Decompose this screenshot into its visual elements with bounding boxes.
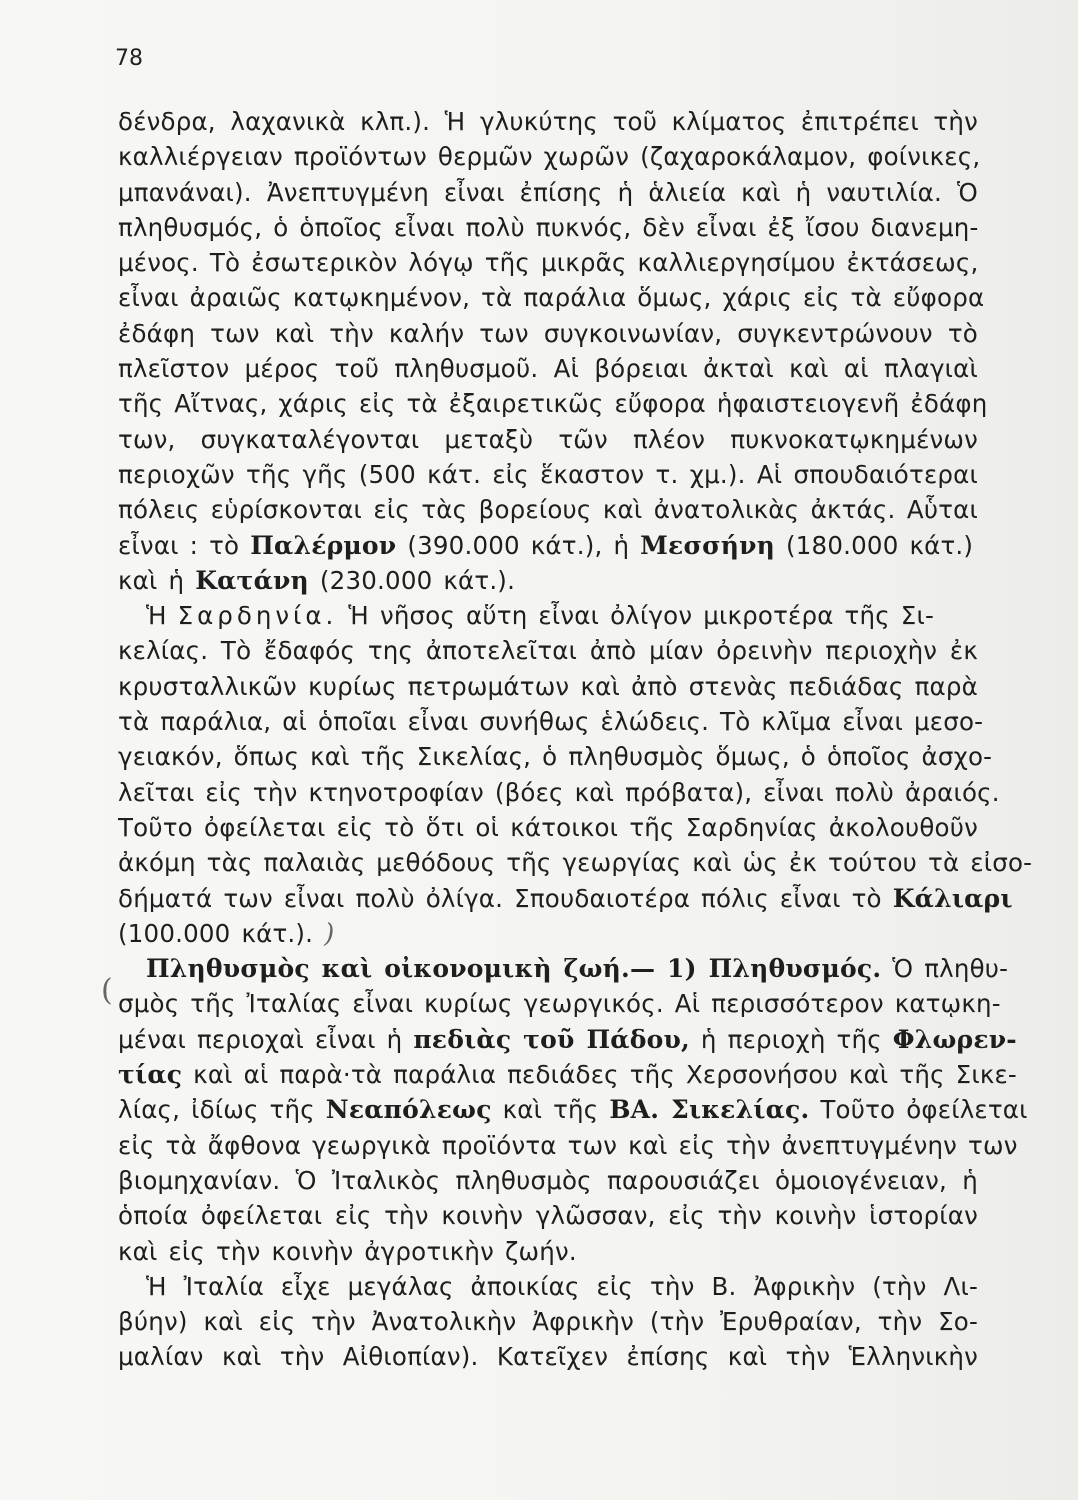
text-line: καλλιέργειαν προϊόντων θερμῶν χωρῶν (ζαχαροκάλαμον, φοίνικες, xyxy=(118,142,981,172)
city-catania: Κατάνη xyxy=(195,565,309,595)
text-line: σμὸς τῆς Ἰταλίας εἶναι κυρίως γεωργικός. Αἱ περισσότερον κατῳκη- xyxy=(118,989,1001,1019)
text-fragment: (100.000 κάτ.). xyxy=(118,918,314,948)
region-po-valley: πεδιὰς τοῦ Πάδου, xyxy=(413,1024,690,1054)
text-line: δένδρα, λαχανικὰ κλπ.). Ἡ γλυκύτης τοῦ κλίματος ἐπιτρέπει τὴν xyxy=(118,107,978,136)
text-line: καὶ εἰς τὴν κοινὴν ἀγροτικὴν ζωήν. xyxy=(118,1236,577,1266)
handwritten-mark: ) xyxy=(324,918,335,949)
text-line-catania xyxy=(118,563,978,598)
text-line-naples xyxy=(118,1092,1028,1127)
handwritten-parenthesis: ( xyxy=(101,973,113,1008)
text-fragment: (230.000 κάτ.). xyxy=(308,565,516,595)
text-line: ἀκόμη τὰς παλαιὰς μεθόδους τῆς γεωργίας καὶ ὡς ἐκ τούτου τὰ εἰσο- xyxy=(118,848,1033,878)
text-fragment: Τοῦτο ὀφείλεται xyxy=(809,1095,1028,1125)
text-line: πλεῖστον μέρος τοῦ πληθυσμοῦ. Αἱ βόρειαι ἀκταὶ καὶ αἱ πλαγιαὶ xyxy=(118,354,978,384)
text-line: μπανάναι). Ἀνεπτυγμένη εἶναι ἐπίσης ἡ ἁλιεία καὶ ἡ ναυτιλία. Ὁ xyxy=(118,177,978,207)
text-line: λεῖται εἰς τὴν κτηνοτροφίαν (βόες καὶ πρόβατα), εἶναι πολὺ ἀραιός. xyxy=(118,777,1000,807)
text-fragment: δήματά των εἶναι πολὺ ὀλίγα. Σπουδαιοτέρα πόλις εἶναι τὸ xyxy=(118,883,893,913)
region-florence-end: τίας xyxy=(118,1060,183,1090)
text-line: βύην) καὶ εἰς τὴν Ἀνατολικὴν Ἀφρικὴν (τὴν Ἐρυθραίαν, τὴν Σο- xyxy=(118,1307,978,1337)
text-fragment: καὶ ἡ xyxy=(118,565,196,595)
population-heading: Πληθυσμὸς καὶ οἰκονομικὴ ζωή.— 1) Πληθυσμός. xyxy=(146,954,882,984)
text-line: τὰ παράλια, αἱ ὁποῖαι εἶναι συνήθως ἑλώδεις. Τὸ κλῖμα εἶναι μεσο- xyxy=(118,707,984,737)
text-line: εἶναι ἀραιῶς κατῳκημένον, τὰ παράλια ὅμως, χάρις εἰς τὰ εὔφορα xyxy=(118,283,985,313)
text-line: πόλεις εὑρίσκονται εἰς τὰς βορείους καὶ ἀνατολικὰς ἀκτάς. Αὗται xyxy=(118,495,978,525)
text-line: πληθυσμός, ὁ ὁποῖος εἶναι πολὺ πυκνός, δὲν εἶναι ἐξ ἴσου διανεμη- xyxy=(118,212,979,242)
region-ne-sicily: ΒΑ. Σικελίας. xyxy=(609,1095,810,1125)
text-fragment: λίας, ἰδίως τῆς xyxy=(118,1095,326,1125)
text-fragment: (180.000 κάτ.) xyxy=(775,530,974,560)
text-line-florence-end xyxy=(118,1057,1017,1092)
text-line: εἰς τὰ ἄφθονα γεωργικὰ προϊόντα των καὶ εἰς τὴν ἀνεπτυγμένην των xyxy=(118,1130,1018,1160)
text-line: μαλίαν καὶ τὴν Αἰθιοπίαν). Κατεῖχεν ἐπίσης καὶ τὴν Ἑλληνικὴν xyxy=(118,1342,978,1372)
text-line: βιομηχανίαν. Ὁ Ἰταλικὸς πληθυσμὸς παρουσιάζει ὁμοιογένειαν, ἡ xyxy=(118,1165,978,1195)
city-cagliari: Κάλιαρι xyxy=(892,883,1013,913)
text-line: κελίας. Τὸ ἔδαφός της ἀποτελεῖται ἀπὸ μίαν ὀρεινὴν περιοχὴν ἐκ xyxy=(118,636,978,666)
body-text xyxy=(118,104,1033,1375)
text-fragment: εἶναι : τὸ xyxy=(118,530,251,560)
text-fragment: Ἡ xyxy=(146,601,178,631)
text-fragment: Ὁ πληθυ- xyxy=(881,954,1009,984)
text-line: γειακόν, ὅπως καὶ τῆς Σικελίας, ὁ πληθυσμὸς ὅμως, ὁ ὁποῖος ἀσχο- xyxy=(118,742,993,772)
section-heading-sardinia xyxy=(118,598,978,633)
text-line: Τοῦτο ὀφείλεται εἰς τὸ ὅτι οἱ κάτοικοι τῆς Σαρδηνίας ἀκολουθοῦν xyxy=(118,812,978,842)
text-line-po-valley xyxy=(118,1022,1017,1057)
text-fragment: ἡ περιοχὴ τῆς xyxy=(689,1024,893,1054)
text-line: τῆς Αἴτνας, χάρις εἰς τὰ ἐξαιρετικῶς εὔφορα ἡφαιστειογενῆ ἐδάφη xyxy=(118,389,988,419)
text-line: των, συγκαταλέγονται μεταξὺ τῶν πλέον πυκνοκατῳκημένων xyxy=(118,424,978,454)
text-line-cagliari xyxy=(118,881,1013,916)
text-fragment: καὶ τῆς xyxy=(491,1095,610,1125)
text-line: ὁποία ὀφείλεται εἰς τὴν κοινὴν γλῶσσαν, εἰς τὴν κοινὴν ἱστορίαν xyxy=(118,1201,978,1231)
city-palermo: Παλέρμον xyxy=(250,530,397,560)
text-line-cagliari-pop xyxy=(118,916,978,951)
region-naples: Νεαπόλεως xyxy=(325,1095,492,1125)
page-number: 78 xyxy=(115,46,143,71)
text-line: περιοχῶν τῆς γῆς (500 κάτ. εἰς ἕκαστον τ. χμ.). Αἱ σπουδαιότεραι xyxy=(118,459,978,489)
text-fragment: καὶ αἱ παρὰ·τὰ παράλια πεδιάδες τῆς Χερσονήσου καὶ τῆς Σικε- xyxy=(182,1060,1017,1090)
text-fragment: μέναι περιοχαὶ εἶναι ἡ xyxy=(118,1024,414,1054)
section-heading-population xyxy=(118,951,1009,986)
text-fragment: Ἡ νῆσος αὕτη εἶναι ὀλίγον μικροτέρα τῆς Σι- xyxy=(337,601,935,631)
region-florence: Φλωρεν- xyxy=(892,1024,1017,1054)
text-line: μένος. Τὸ ἐσωτερικὸν λόγῳ τῆς μικρᾶς καλλιεργησίμου ἐκτάσεως, xyxy=(118,248,979,278)
city-messina: Μεσσήνη xyxy=(640,530,776,560)
text-line: Ἡ Ἰταλία εἶχε μεγάλας ἀποικίας εἰς τὴν Β. Ἀφρικὴν (τὴν Λι- xyxy=(146,1271,978,1301)
text-line-cities xyxy=(118,528,978,563)
text-fragment: (390.000 κάτ.), ἡ xyxy=(396,530,641,560)
text-line: κρυσταλλικῶν κυρίως πετρωμάτων καὶ ἀπὸ στενὰς πεδιάδας παρὰ xyxy=(118,671,978,701)
text-line: ἐδάφη των καὶ τὴν καλήν των συγκοινωνίαν, συγκεντρώνουν τὸ xyxy=(118,318,978,348)
sardinia-title: Σαρδηνία. xyxy=(177,601,338,631)
